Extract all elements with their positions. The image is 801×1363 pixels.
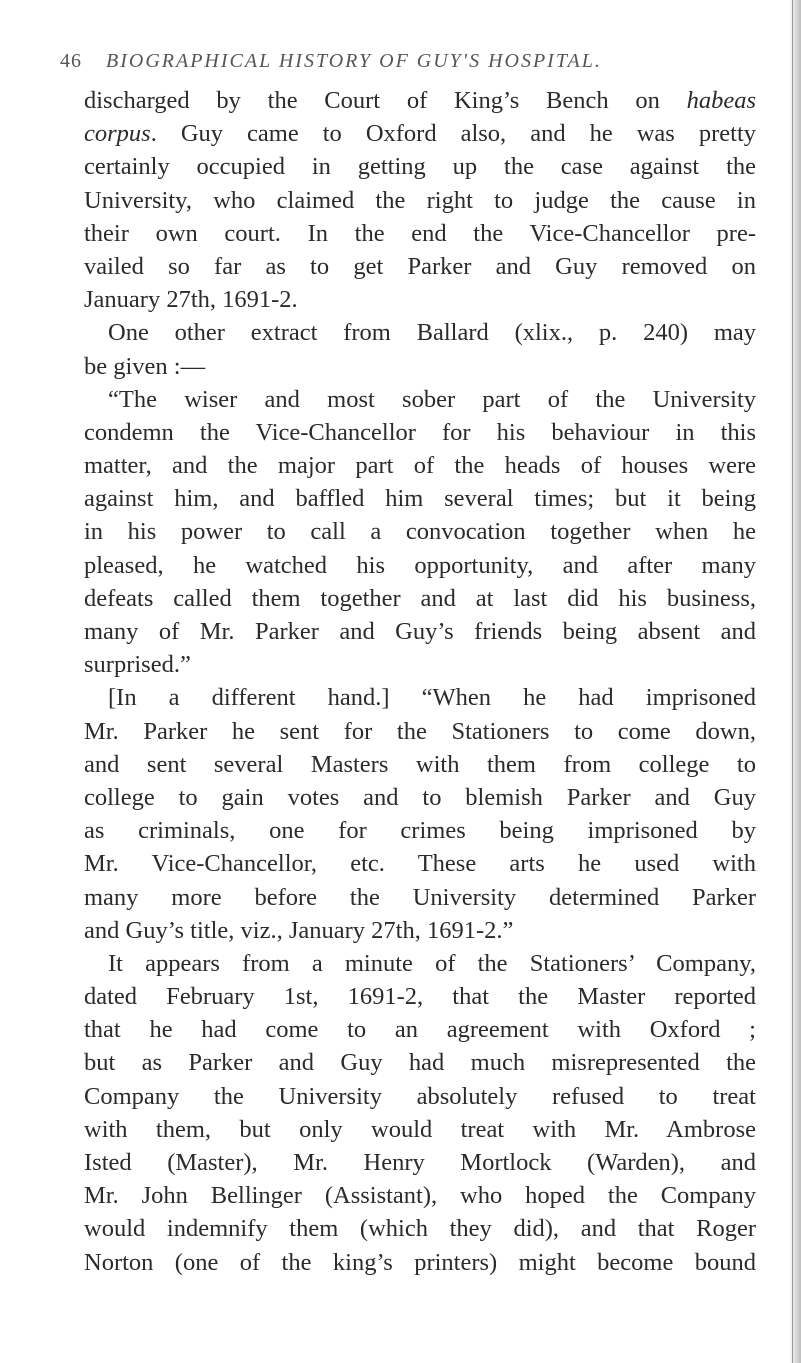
text-line: discharged by the Court of King’s Bench on habeas	[84, 87, 756, 114]
text-line: condemn the Vice-Chancellor for his behaviour in this	[84, 418, 756, 446]
text-line: college to gain votes and to blemish Parker and Guy	[84, 783, 756, 811]
text-line: certainly occupied in getting up the case against the	[84, 153, 756, 181]
text-line: defeats called them together and at last did his business,	[84, 584, 756, 612]
text-line: Mr. Parker he sent for the Stationers to come down,	[84, 717, 756, 745]
text-line: many more before the University determined Parker	[84, 883, 756, 911]
text-line: “The wiser and most sober part of the University	[108, 385, 756, 413]
page-number: 46	[60, 50, 82, 72]
text-line: matter, and the major part of the heads of houses were	[84, 452, 756, 480]
running-title: BIOGRAPHICAL HISTORY OF GUY'S HOSPITAL.	[106, 50, 602, 72]
text-line: vailed so far as to get Parker and Guy removed on	[84, 252, 756, 280]
text-line: corpus. Guy came to Oxford also, and he was pretty	[84, 120, 756, 148]
text-line: Mr. Vice-Chancellor, etc. These arts he used with	[84, 850, 756, 878]
text-line: be given :—	[84, 352, 206, 380]
text-line: Norton (one of the king’s printers) might become bound	[84, 1248, 756, 1276]
text-line: with them, but only would treat with Mr. Ambrose	[84, 1115, 756, 1143]
text-line: that he had come to an agreement with Oxford ;	[84, 1016, 756, 1044]
text-line: Isted (Master), Mr. Henry Mortlock (Warden), and	[84, 1149, 756, 1176]
text-line: against him, and baffled him several times; but it being	[84, 485, 756, 513]
text-line: dated February 1st, 1691-2, that the Master reported	[84, 983, 756, 1011]
page-edge-line	[792, 0, 793, 1363]
text-line: but as Parker and Guy had much misrepresented the	[84, 1049, 756, 1077]
text-line: many of Mr. Parker and Guy’s friends being absent and	[84, 618, 756, 645]
text-line: surprised.”	[84, 651, 191, 679]
text-line: It appears from a minute of the Stationers’ Company,	[108, 949, 756, 977]
text-line: and sent several Masters with them from college to	[84, 750, 756, 778]
running-header	[60, 50, 760, 73]
text-line: Mr. John Bellinger (Assistant), who hoped the Company	[84, 1182, 756, 1210]
text-line: One other extract from Ballard (xlix., p. 240) may	[108, 319, 756, 347]
text-line: as criminals, one for crimes being imprisoned by	[84, 817, 756, 845]
body-text	[84, 84, 756, 1279]
page-edge-shadow	[789, 0, 801, 1363]
text-line: in his power to call a convocation together when he	[84, 518, 756, 546]
text-line: University, who claimed the right to judge the cause in	[84, 186, 756, 214]
text-line: their own court. In the end the Vice-Chancellor pre-	[84, 219, 756, 247]
text-line: would indemnify them (which they did), and that Roger	[84, 1215, 756, 1243]
text-line: [In a different hand.] “When he had imprisoned	[108, 684, 756, 712]
text-line: Company the University absolutely refused to treat	[84, 1082, 756, 1110]
text-line: pleased, he watched his opportunity, and after many	[84, 551, 756, 579]
text-line: January 27th, 1691-2.	[84, 286, 298, 314]
text-line: and Guy’s title, viz., January 27th, 1691-2.”	[84, 916, 514, 944]
